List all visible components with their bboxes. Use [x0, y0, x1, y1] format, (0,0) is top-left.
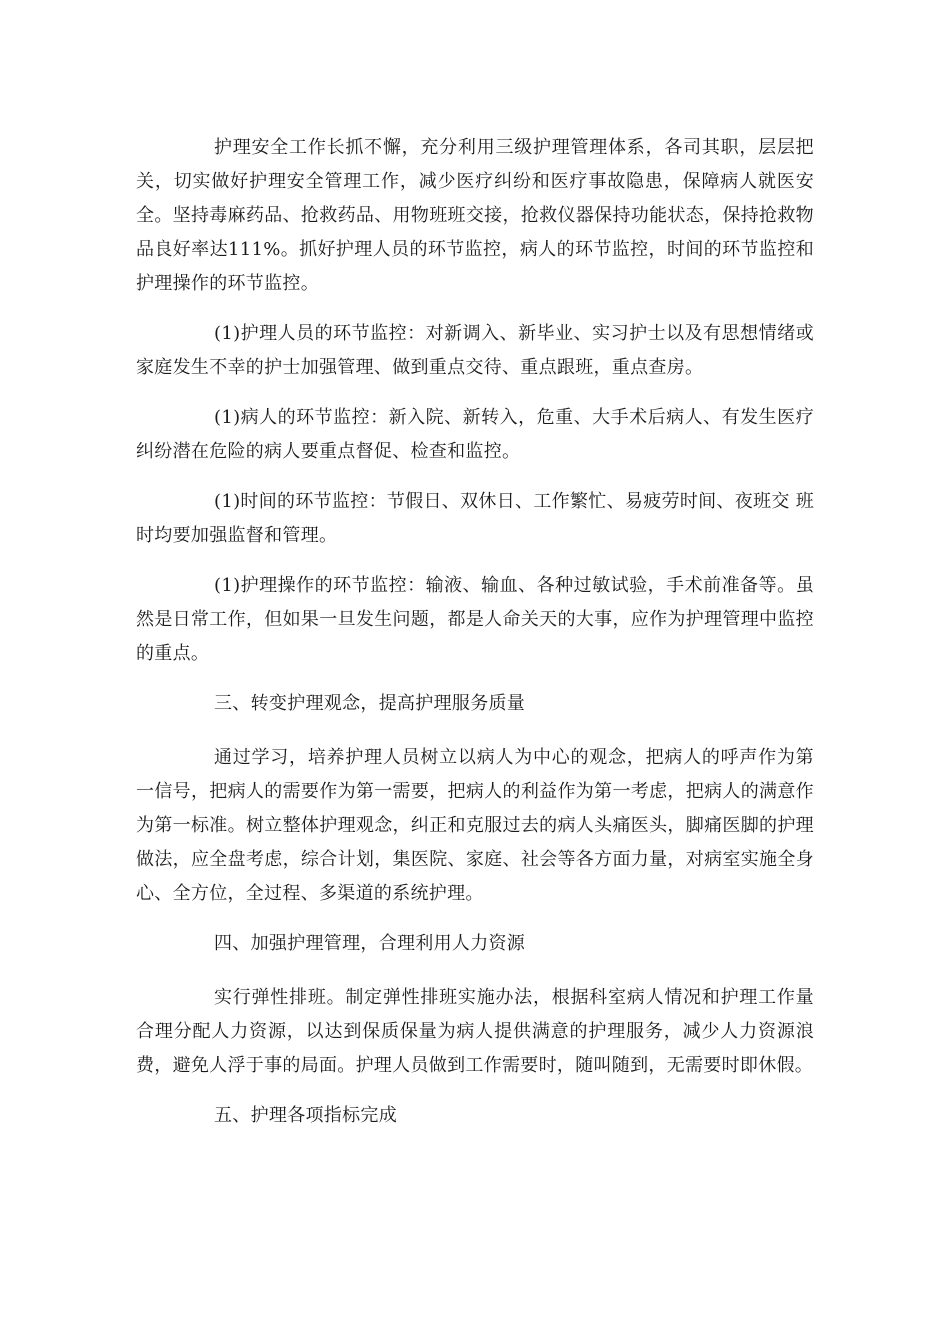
section-heading-4: 四、加强护理管理，合理利用人力资源	[214, 933, 526, 954]
paragraph-operation-monitoring: (1)护理操作的环节监控：输液、输血、各种过敏试验，手术前准备等。虽然是日常工作，但如果一旦发生问题，都是人命关天的大事，应作为护理管理中监控的重点。	[136, 575, 814, 664]
paragraph-staff-monitoring: (1)护理人员的环节监控：对新调入、新毕业、实习护士以及有思想情绪或家庭发生不幸的护士加强管理、做到重点交待、重点跟班，重点查房。	[136, 323, 814, 378]
section-heading-3: 三、转变护理观念，提高护理服务质量	[214, 693, 526, 714]
paragraph-time-monitoring: (1)时间的环节监控：节假日、双休日、工作繁忙、易疲劳时间、夜班交 班时均要加强监督和管理。	[136, 491, 814, 546]
paragraph-nursing-concept: 通过学习，培养护理人员树立以病人为中心的观念，把病人的呼声作为第一信号，把病人的需要作为第一需要，把病人的利益作为第一考虑，把病人的满意作为第一标准。树立整体护理观念，纠正和克服过去的病人头痛医头，脚痛医脚的护理做法，应全盘考虑，综合计划，集医院、家庭、社会等各方面力量，对病室实施全身心、全方位，全过程、多渠道的系统护理。	[136, 747, 814, 904]
paragraph-flexible-scheduling: 实行弹性排班。制定弹性排班实施办法，根据科室病人情况和护理工作量合理分配人力资源，以达到保质保量为病人提供满意的护理服务，减少人力资源浪费，避免人浮于事的局面。护理人员做到工作需要时，随叫随到，无需要时即休假。	[136, 987, 814, 1076]
document-body	[136, 131, 814, 1153]
paragraph-safety-management: 护理安全工作长抓不懈，充分利用三级护理管理体系，各司其职，层层把关，切实做好护理安全管理工作，减少医疗纠纷和医疗事故隐患，保障病人就医安全。坚持毒麻药品、抢救药品、用物班班交接，抢救仪器保持功能状态，保持抢救物品良好率达111%。抓好护理人员的环节监控，病人的环节监控，时间的环节监控和护理操作的环节监控。	[136, 137, 814, 294]
paragraph-patient-monitoring: (1)病人的环节监控：新入院、新转入，危重、大手术后病人、有发生医疗纠纷潜在危险的病人要重点督促、检查和监控。	[136, 407, 814, 462]
section-heading-5: 五、护理各项指标完成	[214, 1105, 397, 1126]
